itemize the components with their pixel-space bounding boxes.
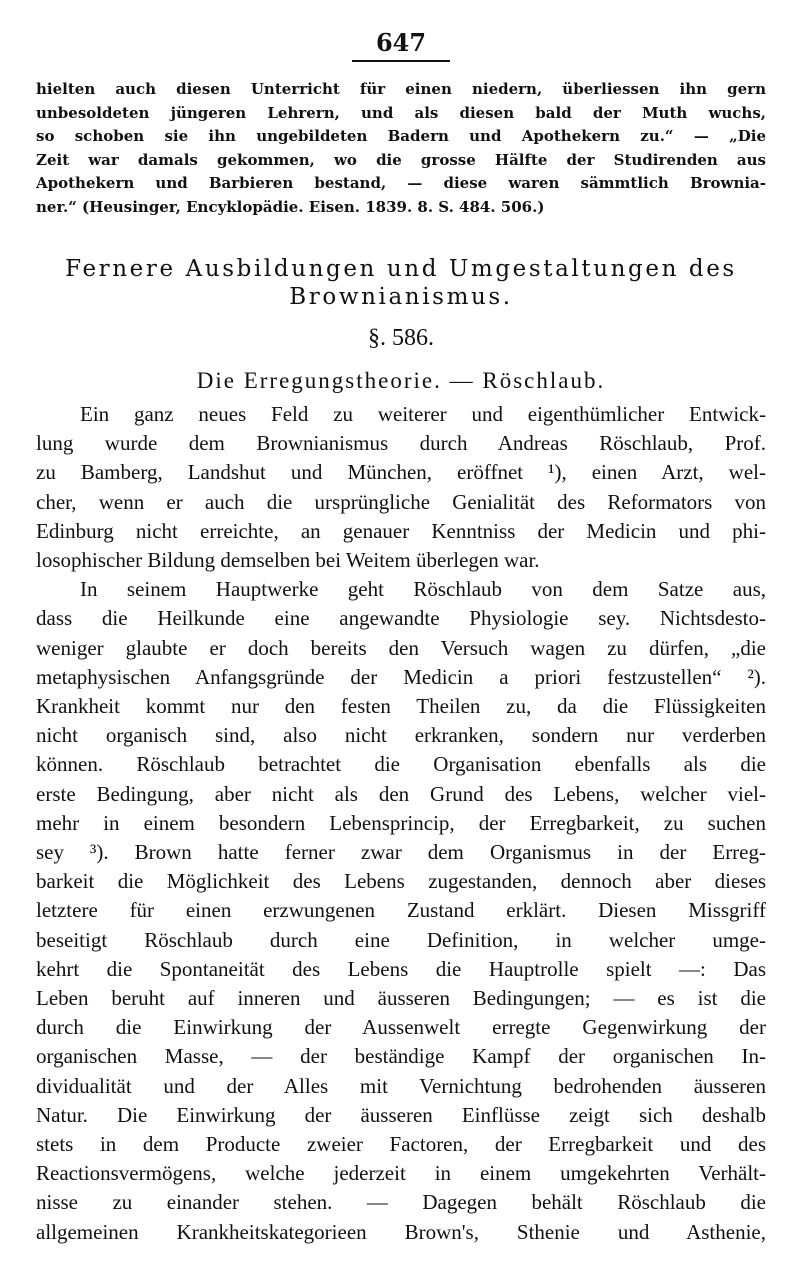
body-line: nicht organisch sind, also nicht erkranken, sondern nur verderben — [36, 723, 766, 748]
body-line: beseitigt Röschlaub durch eine Definition, in welcher umge- — [36, 927, 766, 952]
body-line: barkeit die Möglichkeit des Lebens zugestanden, dennoch aber dieses — [36, 869, 766, 894]
body-line: Leben beruht auf inneren und äusseren Bedingungen; — es ist die — [36, 986, 766, 1011]
body-line: organischen Masse, — der beständige Kampf der organischen In- — [36, 1044, 766, 1069]
body-line: Reactionsvermögens, welche jederzeit in einem umgekehrten Verhält- — [36, 1161, 766, 1186]
body-line: allgemeinen Krankheitskategorieen Brown's, Sthenie und Asthenie, — [36, 1219, 766, 1244]
body-line: dass die Heilkunde eine angewandte Physiologie sey. Nichtsdesto- — [36, 606, 766, 631]
body-line: kehrt die Spontaneität des Lebens die Hauptrolle spielt —: Das — [36, 956, 766, 981]
body-line: losophischer Bildung demselben bei Weitem überlegen war. — [36, 548, 540, 573]
quote-line: ner.“ (Heusinger, Encyklopädie. Eisen. 1839. 8. S. 484. 506.) — [36, 197, 545, 216]
body-line: Edinburg nicht erreichte, an genauer Kenntniss der Medicin und phi- — [36, 518, 766, 543]
quoted-passage — [36, 78, 766, 219]
body-line: dividualität und der Alles mit Vernichtung bedrohenden äusseren — [36, 1073, 766, 1098]
body-line: cher, wenn er auch die ursprüngliche Genialität des Reformators von — [36, 489, 766, 514]
body-line: nisse zu einander stehen. — Dagegen behält Röschlaub die — [36, 1190, 766, 1215]
body-line: Ein ganz neues Feld zu weiterer und eigenthümlicher Entwick- — [80, 402, 766, 426]
section-title-line: Brownianismus. — [289, 284, 513, 310]
body-text — [36, 400, 766, 1247]
body-line: Natur. Die Einwirkung der äusseren Einflüsse zeigt sich deshalb — [36, 1102, 766, 1127]
quote-line: unbesoldeten jüngeren Lehrern, und als diesen bald der Muth wuchs, — [36, 103, 766, 122]
body-line: letztere für einen erzwungenen Zustand erklärt. Diesen Missgriff — [36, 898, 766, 923]
body-line: lung wurde dem Brownianismus durch Andreas Röschlaub, Prof. — [36, 431, 766, 456]
body-line: metaphysischen Anfangsgründe der Medicin a priori festzustellen“ ²). — [36, 664, 766, 689]
body-line: In seinem Hauptwerke geht Röschlaub von dem Satze aus, — [80, 577, 766, 602]
body-line: zu Bamberg, Landshut und München, eröffnet ¹), einen Arzt, wel- — [36, 460, 766, 485]
page-number: 647 — [375, 28, 427, 57]
body-line: stets in dem Producte zweier Factoren, der Erregbarkeit und des — [36, 1132, 766, 1157]
paragraph-number: §. 586. — [368, 325, 434, 351]
quote-line: so schoben sie ihn ungebildeten Badern und Apothekern zu.“ — „Die — [36, 127, 766, 145]
quote-line: hielten auch diesen Unterricht für einen niedern, überliessen ihn gern — [36, 80, 766, 98]
body-line: durch die Einwirkung der Aussenwelt erregte Gegenwirkung der — [36, 1015, 766, 1040]
body-line: können. Röschlaub betrachtet die Organisation ebenfalls als die — [36, 752, 766, 777]
quote-line: Apothekern und Barbieren bestand, — diese waren sämmtlich Brownia- — [36, 174, 766, 192]
quote-line: Zeit war damals gekommen, wo die grosse Hälfte der Studirenden aus — [36, 150, 766, 169]
section-title-line: Fernere Ausbildungen und Umgestaltungen des — [65, 256, 737, 282]
body-line: sey ³). Brown hatte ferner zwar dem Organismus in der Erreg- — [36, 840, 766, 865]
body-line: weniger glaubte er doch bereits den Versuch wagen zu dürfen, „die — [36, 635, 766, 660]
body-line: Krankheit kommt nur den festen Theilen zu, da die Flüssigkeiten — [36, 694, 766, 719]
section-title — [36, 255, 766, 311]
body-line: erste Bedingung, aber nicht als den Grund des Lebens, welcher viel- — [36, 781, 766, 806]
header-rule — [352, 60, 450, 62]
body-line: mehr in einem besondern Lebensprincip, der Erregbarkeit, zu suchen — [36, 810, 766, 835]
section-subtitle: Die Erregungstheorie. — Röschlaub. — [196, 368, 606, 393]
